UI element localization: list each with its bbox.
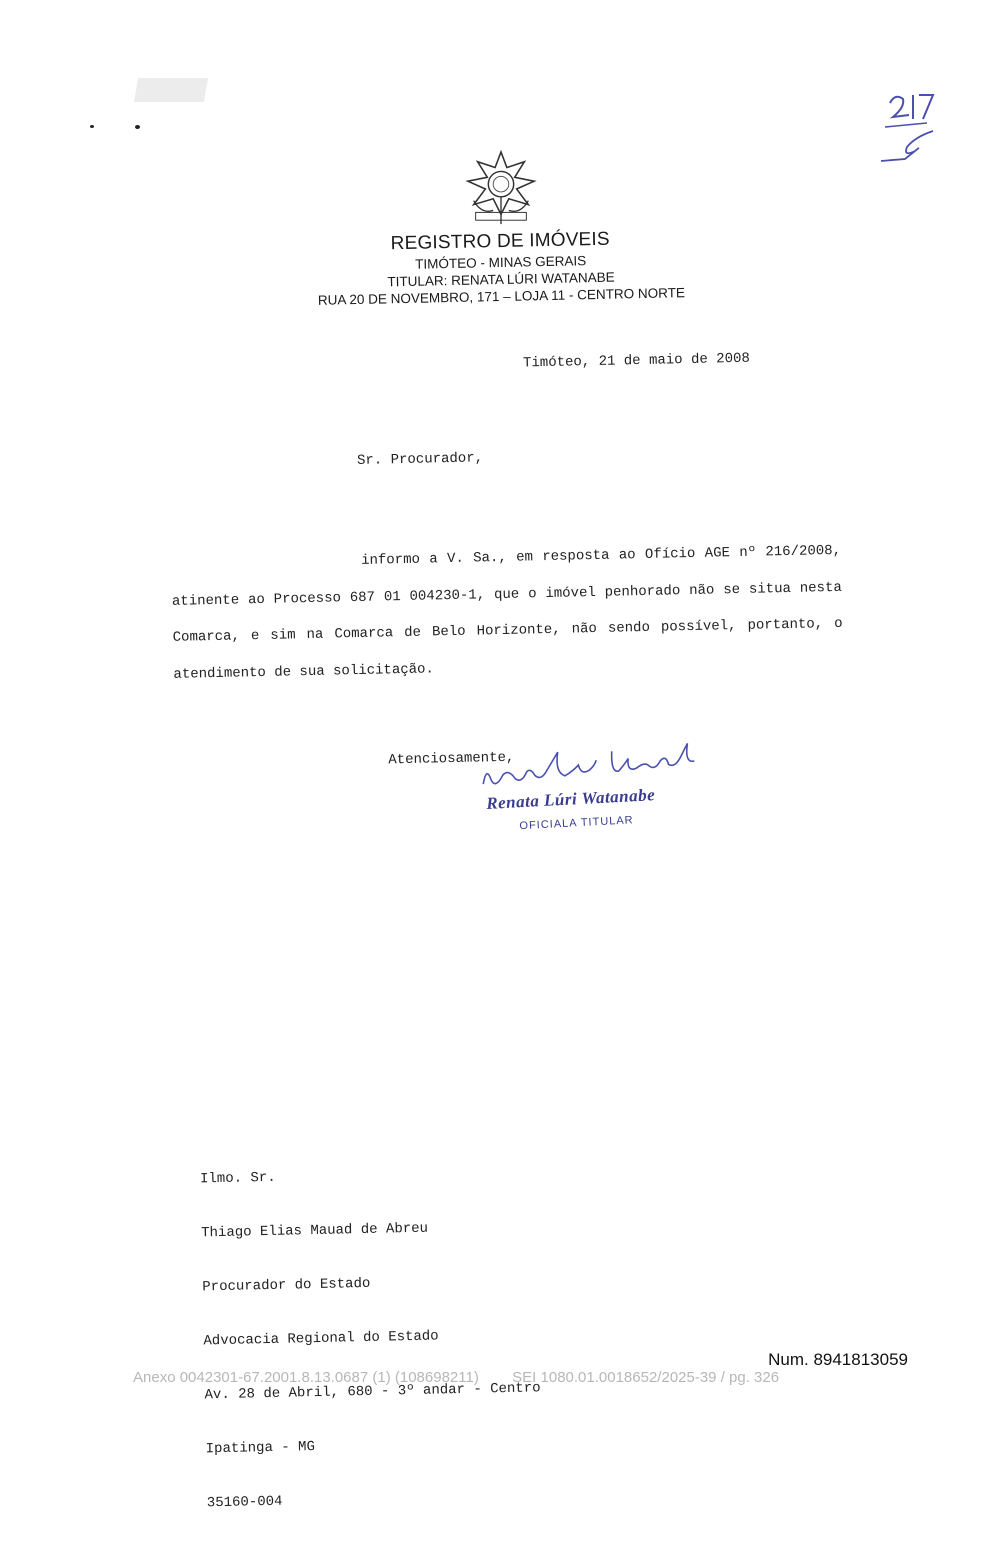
recipient-line: Av. 28 de Abril, 680 - 3º andar - Centro xyxy=(204,1380,541,1404)
document-number: Num. 8941813059 xyxy=(768,1350,908,1369)
recipient-line: Procurador do Estado xyxy=(202,1275,371,1296)
registry-address: RUA 20 DE NOVEMBRO, 171 – LOJA 11 - CENTRO NORTE xyxy=(317,285,686,308)
stamp-name: Renata Lúri Watanabe xyxy=(485,785,656,813)
recipient-line: Advocacia Regional do Estado xyxy=(203,1328,439,1350)
registry-holder: TITULAR: RENATA LÚRI WATANABE xyxy=(387,269,615,290)
registry-title: REGISTRO DE IMÓVEIS xyxy=(390,228,611,255)
letter-paragraph: informo a V. Sa., em resposta ao Ofício AGE nº 216/2008, atinente ao Processo 687 01 004230-1, que o imóvel penhorado não se situa nesta Comarca, e sim na Comarca de Belo Horizonte, não sendo possível, portanto, o atendimento de sua solicitação. xyxy=(171,542,843,683)
letter-salutation: Sr. Procurador, xyxy=(356,450,484,469)
recipient-line: Thiago Elias Mauad de Abreu xyxy=(201,1220,429,1242)
document-metadata-footer: Anexo 0042301-67.2001.8.13.0687 (1) (108698211) SEI 1080.01.0018652/2025-39 / pg. 326 xyxy=(133,1369,780,1386)
stamp-role: OFICIALA TITULAR xyxy=(519,814,634,833)
recipient-line: 35160-004 xyxy=(206,1493,283,1512)
recipient-address-block xyxy=(199,1127,544,1548)
recipient-line: Ipatinga - MG xyxy=(205,1439,316,1458)
registry-city: TIMÓTEO - MINAS GERAIS xyxy=(415,253,587,272)
recipient-line: Ilmo. Sr. xyxy=(199,1169,276,1188)
letter-date: Timóteo, 21 de maio de 2008 xyxy=(522,350,751,372)
signature-stamp-block xyxy=(467,733,732,856)
letter-closing: Atenciosamente, xyxy=(388,749,515,769)
